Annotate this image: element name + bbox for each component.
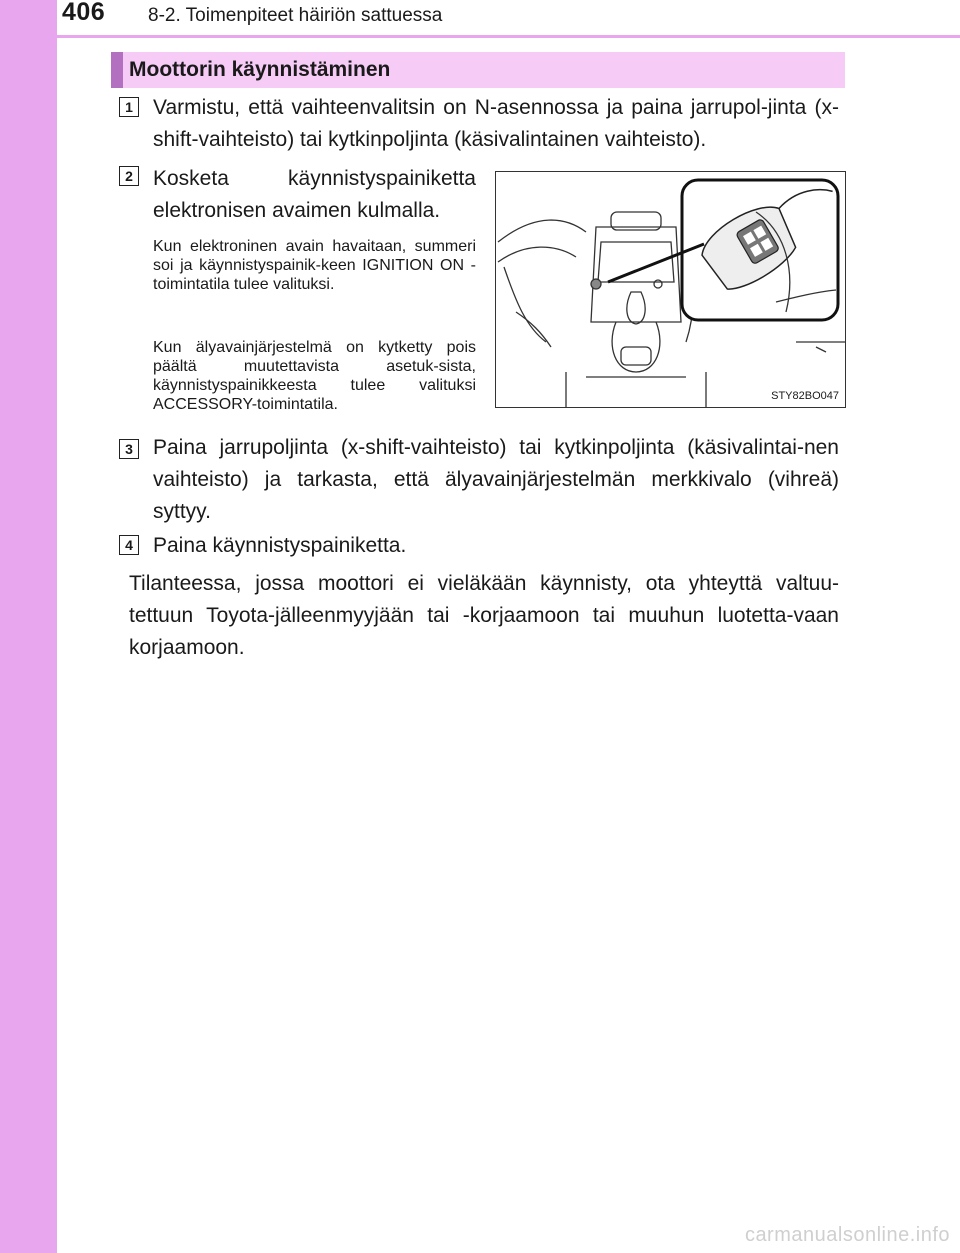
step-2-text: Kosketa käynnistyspainiketta elektronisen avaimen kulmalla.	[153, 167, 476, 222]
step-badge-2: 2	[119, 166, 139, 186]
key-button-illustration	[495, 171, 846, 408]
figure-code: STY82BO047	[771, 390, 839, 402]
step-badge-1: 1	[119, 97, 139, 117]
page-number: 406	[62, 0, 106, 26]
step-1-text: Varmistu, että vaihteenvalitsin on N-asennossa ja paina jarrupol-jinta (x-shift-vaihteisto) tai kytkinpoljinta (käsivalintainen vaihteisto).	[153, 96, 839, 151]
dashboard-key-drawing	[496, 172, 845, 407]
chapter-title: 8-2. Toimenpiteet häiriön sattuessa	[148, 5, 443, 26]
step-3-text: Paina jarrupoljinta (x-shift-vaihteisto) tai kytkinpoljinta (käsivalintai-nen vaihteisto) ja tarkasta, että älyavainjärjestelmän merkkivalo (vihreä) syttyy.	[153, 436, 839, 523]
section-header	[111, 52, 845, 88]
step-badge-3: 3	[119, 439, 139, 459]
footer-watermark: carmanualsonline.info	[744, 1224, 950, 1246]
header-rule	[57, 35, 960, 38]
step-2-note-2: Kun älyavainjärjestelmä on kytketty pois päältä muutettavista asetuk-sista, käynnistyspainikkeesta tulee valituksi ACCESSORY-toimintatila.	[153, 339, 476, 413]
step-2-note-1: Kun elektroninen avain havaitaan, summeri soi ja käynnistyspainik-keen IGNITION ON -toimintatila tulee valituksi.	[153, 238, 476, 293]
step-badge-4: 4	[119, 535, 139, 555]
section-title: Moottorin käynnistäminen	[129, 58, 391, 81]
step-4-text: Paina käynnistyspainiketta.	[153, 534, 407, 557]
left-margin-strip	[0, 0, 57, 1253]
closing-paragraph: Tilanteessa, jossa moottori ei vieläkään käynnisty, ota yhteyttä valtuu-tettuun Toyota-jälleenmyyjään tai -korjaamoon tai muuhun luotetta-vaan korjaamoon.	[129, 572, 839, 659]
